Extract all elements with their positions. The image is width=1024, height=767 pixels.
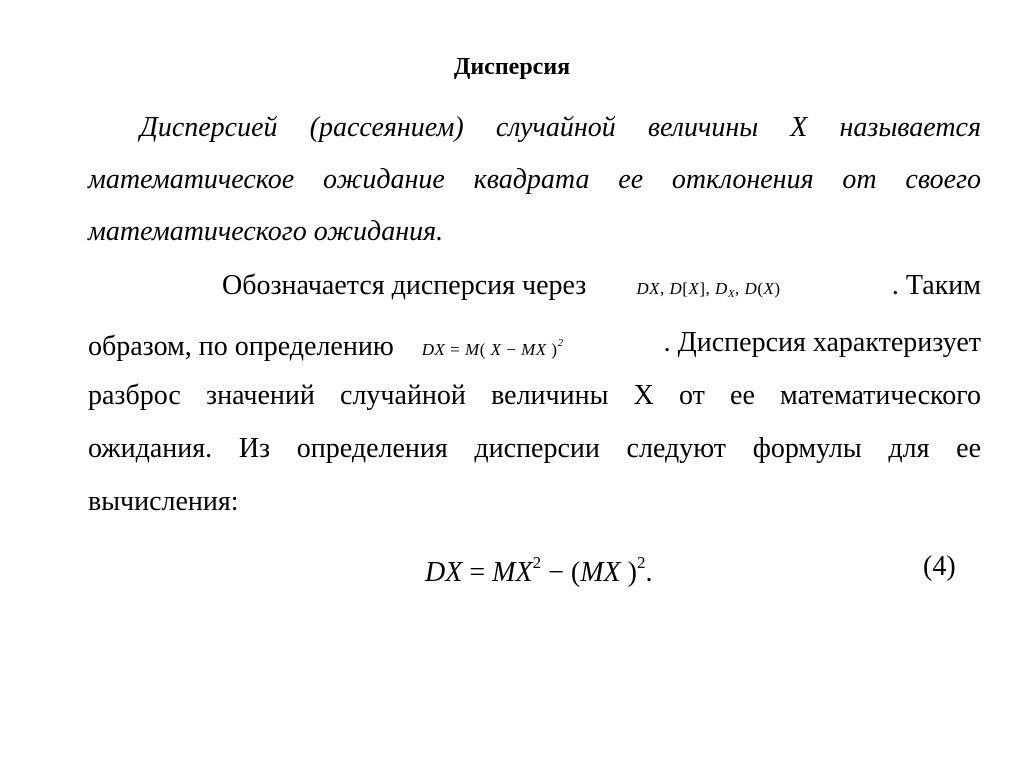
definition-formula-text-after: . Дисперсия характеризует <box>663 327 981 358</box>
notation-formula: DX, D[X], $D_X$, D(X) <box>636 279 781 300</box>
notation-line <box>222 268 981 312</box>
definition-formula-line <box>88 325 981 368</box>
formula-4: DX = $MX^2 - (MX$ )$^2$. <box>425 553 653 588</box>
definition-line-2: математическое ожидание квадрата ее отклонения от своего <box>88 164 981 195</box>
definition-line-3: математического ожидания. <box>88 216 444 247</box>
notation-text-after: . Таким <box>891 270 981 301</box>
notation-text-before: Обозначается дисперсия через <box>222 270 587 301</box>
explanation-line-1: разброс значений случайной величины X от ее математического <box>88 380 981 411</box>
definition-formula-text-before: образом, по определению <box>88 331 394 362</box>
definition-line-1: Дисперсией (рассеянием) случайной величины X называется <box>140 112 981 143</box>
explanation-line-3: вычисления: <box>88 486 239 517</box>
definition-formula: DX = M( X − MX )$^2$ <box>421 337 564 359</box>
page-title: Дисперсия <box>453 54 571 80</box>
equation-number: (4) <box>923 551 956 582</box>
explanation-line-2: ожидания. Из определения дисперсии следуют формулы для ее <box>88 433 981 464</box>
